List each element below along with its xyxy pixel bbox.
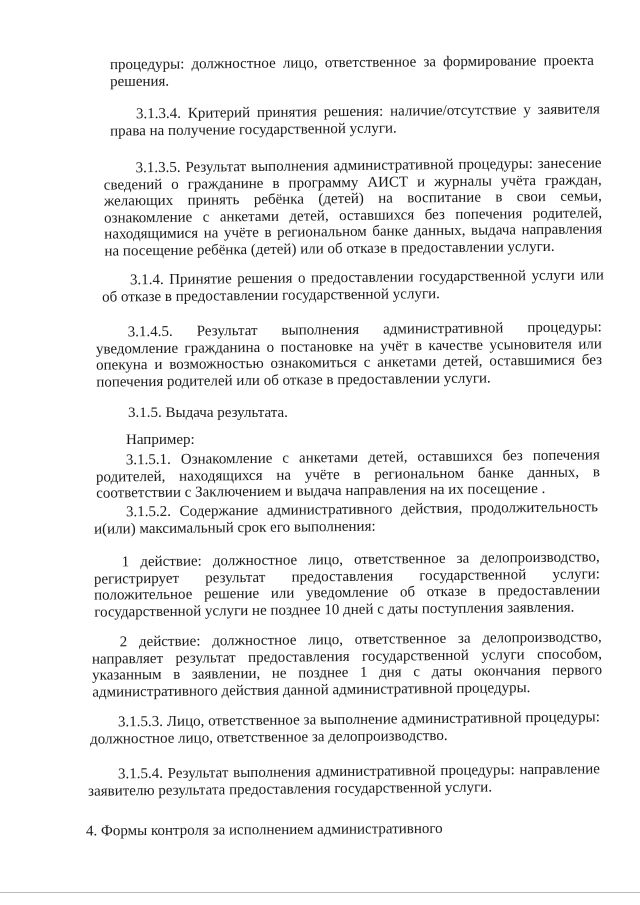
section-heading-4: 4. Формы контроля за исполнением административного <box>85 820 443 840</box>
paragraph-3-1-3-5: 3.1.3.5. Результат выполнения административной процедуры: занесение сведений о гражданине в программу АИСТ и журналы учёта граждан, желающих принять ребёнка (детей) на воспитание в свои семьи, ознакомление с анкетами детей, оставшихся без попечения родителей, находящимися на учёте в региональном банке данных, выдача направления на посещение ребёнка (детей) или об отказе в предоставлении услуги. <box>103 155 603 260</box>
paragraph-3-1-5-3: 3.1.5.3. Лицо, ответственное за выполнение административной процедуры: должностное лицо, ответственное за делопроизводство. <box>90 709 600 748</box>
paragraph-3-1-5-2: 3.1.5.2. Содержание административного действия, продолжительность и(или) максимальный срок его выполнения: <box>94 499 598 538</box>
paragraph-3-1-4: 3.1.4. Принятие решения о предоставлении государственной услуги или об отказе в предоставлении государственной услуги. <box>102 267 604 306</box>
paragraph-3-1-3-4: 3.1.3.4. Критерий принятия решения: наличие/отсутствие у заявителя права на получение государственной услуги. <box>110 101 600 140</box>
paragraph-3-1-5: 3.1.5. Выдача результата. <box>128 405 288 421</box>
paragraph-example: Например: <box>126 432 195 448</box>
paragraph-action-2: 2 действие: должностное лицо, ответственное за делопроизводство, направляет результат предоставления государственной услуги способом, указанным в заявлении, не позднее 1 дня с даты окончания первого административного действия данной административной процедуры. <box>91 629 603 701</box>
paragraph-action-1: 1 действие: должностное лицо, ответственное за делопроизводство, регистрирует результат предоставления государственной услуги: положительное решение или уведомление об отказе в предоставлении государственной услуги не позднее 10 дней с даты поступления заявления. <box>93 549 601 621</box>
paragraph-3-1-4-5: 3.1.4.5. Результат выполнения административной процедуры: уведомление гражданина о постановке на учёт в качестве усыновителя или опекуна и возможностью ознакомиться с анкетами детей, оставшимися без попечения родителей или об отказе в предоставлении услуги. <box>95 319 603 391</box>
paragraph-3-1-5-4: 3.1.5.4. Результат выполнения административной процедуры: направление заявителю результата предоставления государственной услуги. <box>88 761 600 800</box>
paragraph-3-1-5-1: 3.1.5.1. Ознакомление с анкетами детей, оставшихся без попечения родителей, находящихся на учёте в региональном банке данных, в соответствии с Заключением и выдача направления на их посещение . <box>95 447 601 502</box>
paragraph-procedure-official: процедуры: должностное лицо, ответственное за формирование проекта решения. <box>109 52 594 90</box>
scan-edge-line <box>0 892 640 893</box>
